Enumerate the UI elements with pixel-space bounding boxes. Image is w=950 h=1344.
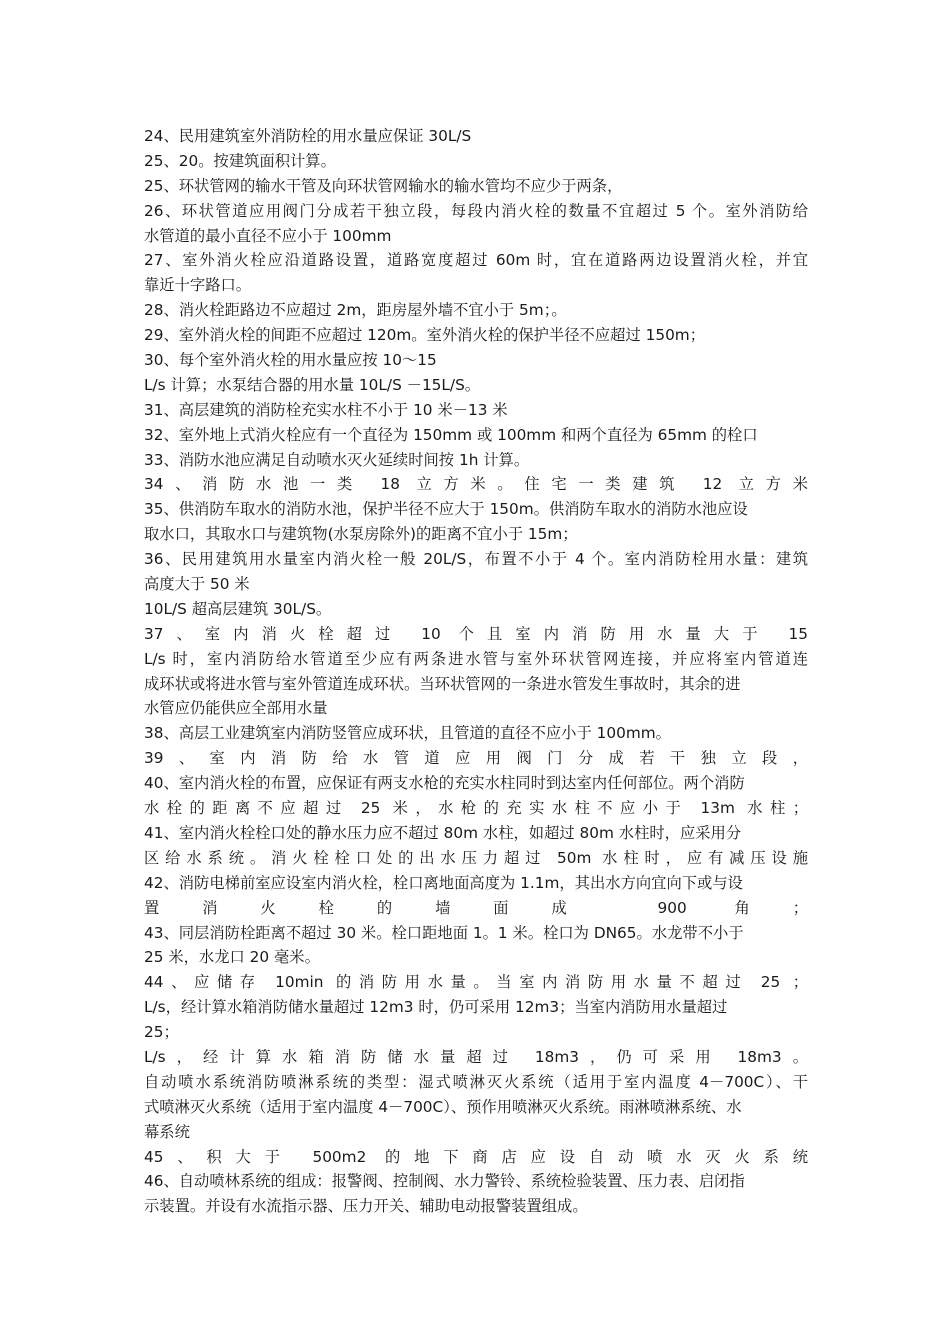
text-line: 35、供消防车取水的消防水池，保护半径不应大于 150m。供消防车取水的消防水池应设 xyxy=(144,500,748,519)
text-line: 置消火栓的墙面成 900 角； xyxy=(144,898,808,917)
text-line: 水管应仍能供应全部用水量 xyxy=(144,699,328,718)
text-line: 34、消防水池一类 18 立方米。住宅一类建筑 12 立方米 xyxy=(144,475,808,494)
text-line: 31、高层建筑的消防栓充实水柱不小于 10 米－13 米 xyxy=(144,400,508,419)
text-line: 10L/S 超高层建筑 30L/S。 xyxy=(144,599,332,618)
text-line: L/s 时，室内消防给水管道至少应有两条进水管与室外环状管网连接，并应将室内管道连 xyxy=(144,649,808,668)
text-line: 取水口，其取水口与建筑物(水泵房除外)的距离不宜小于 15m； xyxy=(144,525,578,544)
text-line: 高度大于 50 米 xyxy=(144,575,250,594)
text-line: 自动喷水系统消防喷淋系统的类型：湿式喷淋灭火系统（适用于室内温度 4－700C）、干 xyxy=(144,1072,808,1091)
text-line: 靠近十字路口。 xyxy=(144,276,252,295)
text-line: L/s，经计算水箱消防储水量超过 12m3 时，仍可采用 12m3；当室内消防用水量超过 xyxy=(144,998,728,1017)
text-line: 水管道的最小直径不应小于 100mm xyxy=(144,226,392,245)
text-line: 26、环状管道应用阀门分成若干独立段，每段内消火栓的数量不宜超过 5 个。室外消防给 xyxy=(144,201,808,220)
text-line: 27、室外消火栓应沿道路设置，道路宽度超过 60m 时，宜在道路两边设置消火栓，并宜 xyxy=(144,251,808,270)
text-line: 式喷淋灭火系统（适用于室内温度 4－700C）、预作用喷淋灭火系统。雨淋喷淋系统、水 xyxy=(144,1097,742,1116)
text-line: 水栓的距离不应超过 25 米，水枪的充实水柱不应小于 13m 水柱； xyxy=(144,799,808,818)
text-line: 38、高层工业建筑室内消防竖管应成环状，且管道的直径不应小于 100mm。 xyxy=(144,724,671,743)
text-line: 30、每个室外消火栓的用水量应按 10～15 xyxy=(144,351,437,370)
text-line: 41、室内消火栓栓口处的静水压力应不超过 80m 水柱，如超过 80m 水柱时，应采用分 xyxy=(144,823,742,842)
text-line: 幕系统 xyxy=(144,1122,190,1141)
text-line: 44、应储存 10min 的消防用水量。当室内消防用水量不超过 25 ； xyxy=(144,973,808,992)
text-line: 区给水系统。消火栓栓口处的出水压力超过 50m 水柱时，应有减压设施 xyxy=(144,848,808,867)
text-line: 25、环状管网的输水干管及向环状管网输水的输水管均不应少于两条， xyxy=(144,176,623,195)
text-line: 43、同层消防栓距离不超过 30 米。栓口距地面 1。1 米。栓口为 DN65。水龙带不小于 xyxy=(144,923,744,942)
text-line: 25； xyxy=(144,1023,179,1042)
text-line: 37、室内消火栓超过 10 个且室内消防用水量大于 15 xyxy=(144,624,808,643)
text-line: 39、室内消防给水管道应用阀门分成若干独立段， xyxy=(144,749,808,768)
text-line: L/s，经计算水箱消防储水量超过 18m3，仍可采用 18m3。 xyxy=(144,1047,808,1066)
text-line: 25、20。按建筑面积计算。 xyxy=(144,151,336,170)
text-line: 29、室外消火栓的间距不应超过 120m。室外消火栓的保护半径不应超过 150m； xyxy=(144,326,705,345)
text-line: 24、民用建筑室外消防栓的用水量应保证 30L/S xyxy=(144,127,472,145)
text-line: 32、室外地上式消火栓应有一个直径为 150mm 或 100mm 和两个直径为 65mm 的栓口 xyxy=(144,425,758,444)
text-line: 33、消防水池应满足自动喷水灭火延续时间按 1h 计算。 xyxy=(144,450,530,469)
text-line: 示装置。并设有水流指示器、压力开关、辅助电动报警装置组成。 xyxy=(144,1197,588,1216)
text-line: 45、积大于 500m2 的地下商店应设自动喷水灭火系统 xyxy=(144,1147,808,1166)
text-line: 36、民用建筑用水量室内消火栓一般 20L/S，布置不小于 4 个。室内消防栓用水量：建筑 xyxy=(144,550,808,569)
document-body xyxy=(144,124,808,1219)
text-line: L/s 计算；水泵结合器的用水量 10L/S －15L/S。 xyxy=(144,375,481,394)
text-line: 成环状或将进水管与室外管道连成环状。当环状管网的一条进水管发生事故时，其余的进 xyxy=(144,674,741,693)
text-line: 25 米，水龙口 20 毫米。 xyxy=(144,948,320,967)
text-line: 40、室内消火栓的布置，应保证有两支水枪的充实水柱同时到达室内任何部位。两个消防 xyxy=(144,774,745,793)
text-line: 46、自动喷林系统的组成：报警阀、控制阀、水力警铃、系统检验装置、压力表、启闭指 xyxy=(144,1172,745,1191)
text-line: 28、消火栓距路边不应超过 2m，距房屋外墙不宜小于 5m；。 xyxy=(144,301,567,320)
text-line: 42、消防电梯前室应设室内消火栓，栓口离地面高度为 1.1m，其出水方向宜向下或与设 xyxy=(144,873,743,892)
